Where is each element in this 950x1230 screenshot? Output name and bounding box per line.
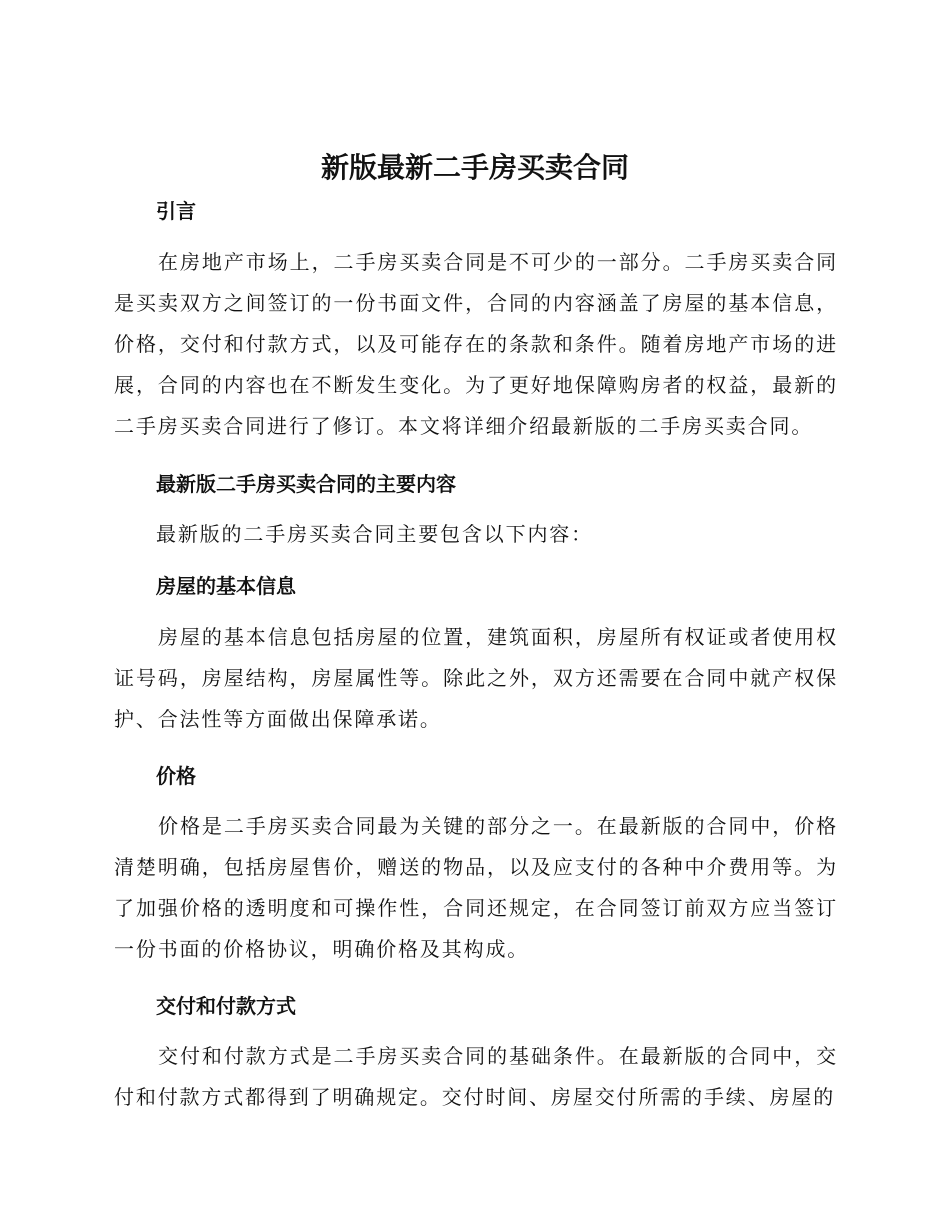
section-heading-delivery-payment: 交付和付款方式 — [156, 994, 296, 1018]
section-heading-price: 价格 — [156, 764, 196, 788]
section-heading-main-content: 最新版二手房买卖合同的主要内容 — [156, 472, 456, 496]
document-title: 新版最新二手房买卖合同 — [320, 151, 629, 184]
section-heading-house-info: 房屋的基本信息 — [156, 574, 296, 598]
section-paragraph-house-info: 房屋的基本信息包括房屋的位置，建筑面积，房屋所有权证或者使用权证号码，房屋结构，房屋属性等。除此之外，双方还需要在合同中就产权保护、合法性等方面做出保障承诺。 — [114, 625, 838, 731]
section-paragraph-main-content: 最新版的二手房买卖合同主要包含以下内容： — [156, 522, 593, 546]
section-paragraph-introduction: 在房地产市场上，二手房买卖合同是不可少的一部分。二手房买卖合同是买卖双方之间签订的一份书面文件，合同的内容涵盖了房屋的基本信息，价格，交付和付款方式，以及可能存在的条款和条件。随着房地产市场的进展，合同的内容也在不断发生变化。为了更好地保障购房者的权益，最新的二手房买卖合同进行了修订。本文将详细介绍最新版的二手房买卖合同。 — [114, 250, 838, 438]
section-paragraph-delivery-payment: 交付和付款方式是二手房买卖合同的基础条件。在最新版的合同中，交付和付款方式都得到了明确规定。交付时间、房屋交付所需的手续、房屋的 — [114, 1044, 838, 1109]
section-heading-introduction: 引言 — [156, 199, 196, 223]
section-paragraph-price: 价格是二手房买卖合同最为关键的部分之一。在最新版的合同中，价格清楚明确，包括房屋售价，赠送的物品，以及应支付的各种中介费用等。为了加强价格的透明度和可操作性，合同还规定，在合同签订前双方应当签订一份书面的价格协议，明确价格及其构成。 — [114, 814, 838, 961]
